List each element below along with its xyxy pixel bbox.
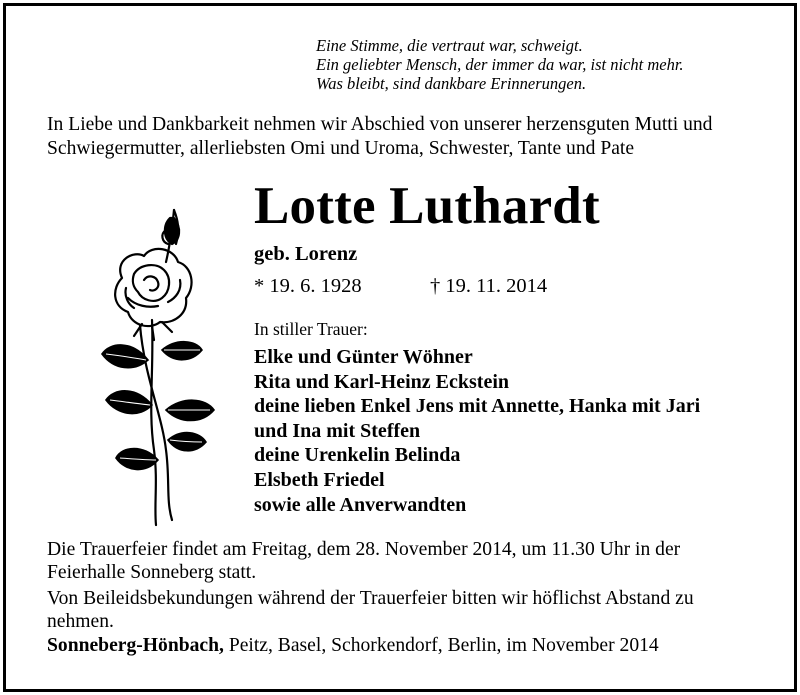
condolence-notice: Von Beileidsbekundungen während der Trauerfeier bitten wir höflichst Abstand zu nehmen. [47, 588, 694, 632]
poem [316, 36, 684, 93]
place-line [47, 635, 659, 657]
birth-name: geb. Lorenz [254, 243, 358, 265]
poem-line: Was bleibt, sind dankbare Erinnerungen. [316, 74, 587, 93]
deceased-name: Lotte Luthardt [254, 177, 600, 235]
mourner-line: deine Urenkelin Belinda [254, 444, 461, 467]
funeral-notice: Die Trauerfeier findet am Freitag, dem 28. November 2014, um 11.30 Uhr in der Feierhalle Sonneberg statt. [47, 539, 681, 583]
death-date: † 19. 11. 2014 [430, 275, 548, 297]
intro-text: In Liebe und Dankbarkeit nehmen wir Abschied von unserer herzensguten Mutti und Schwiegermutter, allerliebsten Omi und Uroma, Schwester, Tante und Pate [47, 114, 713, 159]
rose-icon [82, 200, 242, 530]
mourners-list [254, 345, 700, 517]
mourner-line: deine lieben Enkel Jens mit Annette, Hanka mit Jari [254, 395, 701, 418]
mourner-line: Elsbeth Friedel [254, 468, 385, 491]
mourning-label: In stiller Trauer: [254, 319, 368, 339]
poem-line: Ein geliebter Mensch, der immer da war, ist nicht mehr. [316, 55, 684, 74]
mourner-line: Rita und Karl-Heinz Eckstein [254, 370, 510, 393]
mourner-line: Elke und Günter Wöhner [254, 346, 473, 368]
place-rest: Peitz, Basel, Schorkendorf, Berlin, im November 2014 [223, 635, 659, 656]
life-dates [254, 275, 548, 298]
mourner-line: und Ina mit Steffen [254, 419, 421, 442]
poem-line: Eine Stimme, die vertraut war, schweigt. [316, 36, 583, 55]
place-main: Sonneberg-Hönbach, [47, 635, 224, 656]
birth-date: * 19. 6. 1928 [254, 275, 362, 297]
mourner-line: sowie alle Anverwandten [254, 493, 467, 516]
